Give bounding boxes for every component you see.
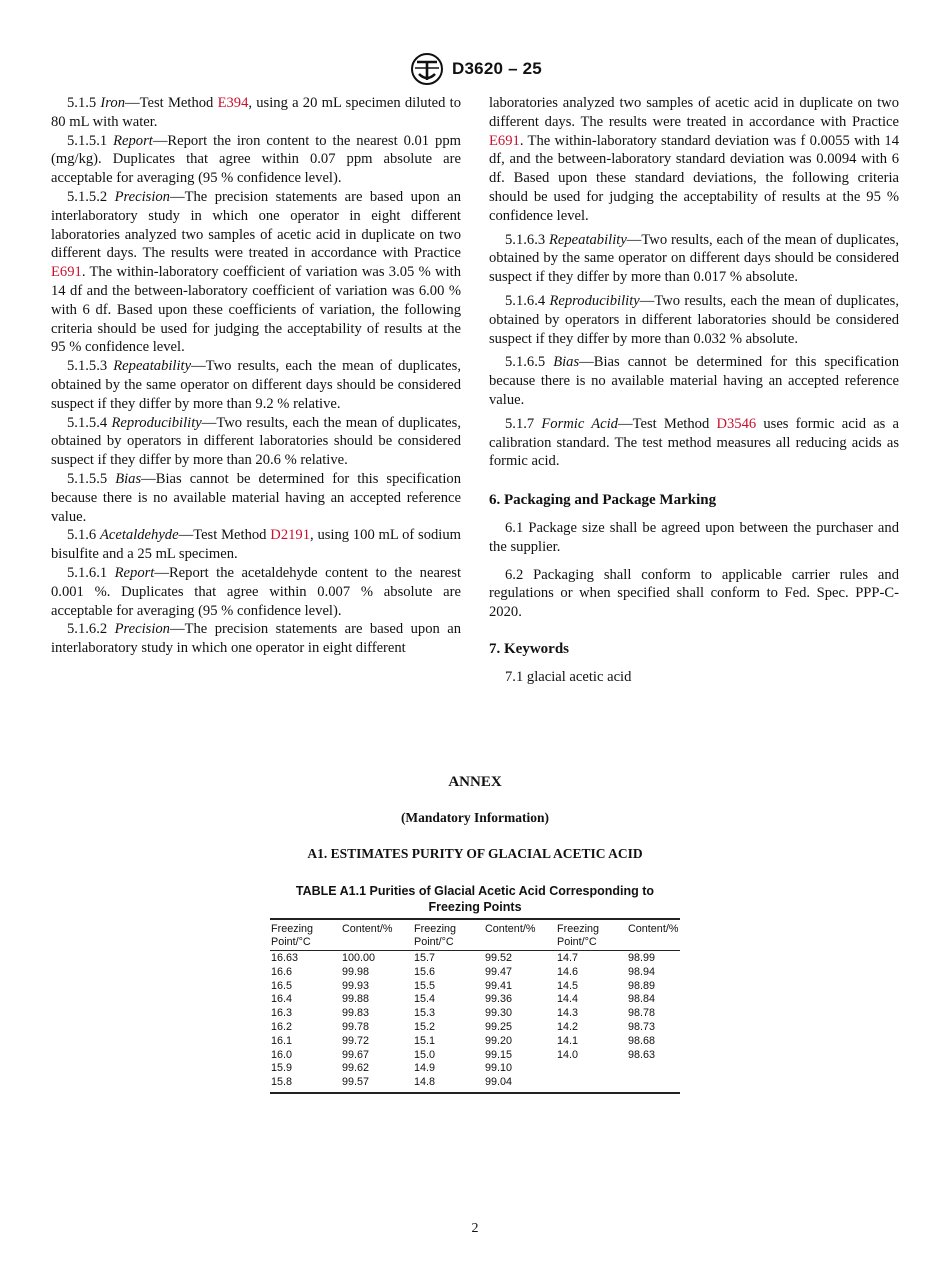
section-5-1-6 [51,526,461,564]
annex-heading: A1. ESTIMATES PURITY OF GLACIAL ACETIC ACID [307,846,643,861]
table-caption-line: Freezing Points [428,899,522,914]
section-text: —Two results, each the mean of duplicates, obtained by operators in different laboratories should be considered suspect if they differ by more than 20.6 % relative. [51,414,461,469]
table-cell: 99.57 [342,1076,370,1089]
section-number: 5.1.5 [67,95,97,111]
section-number: 5.1.6.3 [505,231,546,248]
right-column [489,94,899,687]
section-number: 5.1.5.3 [67,358,108,375]
section-number: 5.1.6.1 [67,564,108,581]
table-cell: 100.00 [342,952,376,964]
section-text: . The within-laboratory standard deviation was f 0.0055 with 14 df, and the between-laboratory standard deviation was 0.0094 with 6 df. Based upon these standard deviations, the following criteria should be used for judging the acceptability of results at the 95 % confidence level. [489,132,899,224]
table-cell: 99.20 [485,1034,513,1047]
section-title: Report [114,564,155,581]
page-header [0,52,950,86]
section-title: Repeatability [548,231,627,248]
annex-subtitle: (Mandatory Information) [400,810,550,825]
section-number: 5.1.6.2 [67,621,108,638]
table-cell: 98.73 [628,1020,656,1033]
table-cell: 99.93 [342,979,370,992]
table-cell: 98.63 [628,1048,656,1061]
table-cell: 15.5 [414,979,436,992]
section-text: —Test Method [617,415,717,432]
table-cell: 14.6 [557,965,579,978]
section-5-1-5-4 [51,414,461,470]
table-cell: 16.2 [271,1020,293,1033]
table-cell: 98.84 [628,993,656,1006]
table-cell: 98.89 [628,979,656,992]
table-cell: 16.6 [271,965,293,978]
section-number: 5.1.5.2 [67,188,108,205]
table-cell: 99.88 [342,993,370,1006]
section-title: Acetaldehyde [99,527,179,544]
table-header-row [270,919,680,951]
table-cell: 15.9 [271,1062,293,1075]
table-cell [627,1062,680,1076]
section-number: 5.1.5.5 [67,470,108,487]
table-cell: 99.04 [485,1076,513,1089]
section-5-1-5-3 [51,357,461,413]
table-cell: 16.5 [271,979,293,992]
section-text: —Test Method [178,527,271,544]
column-header: Content/% [627,919,680,951]
table-cell: 99.52 [485,952,513,964]
table-cell: 16.3 [271,1007,293,1020]
table-cell: 99.98 [342,965,370,978]
table-cell: 14.2 [557,1020,579,1033]
table-cell: 14.4 [557,993,579,1006]
table-cell: 15.1 [414,1034,436,1047]
table-cell [556,1076,627,1093]
section-5-1-5-2 [51,188,461,357]
table-row [270,993,680,1007]
table-cell: 14.5 [557,979,579,992]
table-cell: 14.0 [557,1048,579,1061]
table-row [270,1007,680,1021]
table-cell: 15.7 [414,952,436,964]
table-cell: 15.4 [414,993,436,1006]
section-text: —Two results, each the mean of duplicates, obtained by the same operator on different days should be considered suspect if they differ by more than 9.2 % relative. [51,358,461,412]
purity-table [270,918,680,1094]
section-number: 5.1.6.4 [505,292,546,309]
section-5-1-6-1 [51,564,461,620]
section-5-1-6-2 [51,620,461,658]
section-title: Reproducibility [111,414,202,431]
link-d2191[interactable]: D2191 [270,527,311,544]
table-cell: 99.47 [485,965,513,978]
section-7-heading: 7. Keywords [489,640,569,657]
section-5-1-6-2-continued [489,94,899,226]
table-cell: 99.41 [485,979,513,992]
column-header: Content/% [341,919,413,951]
page-number: 2 [471,1221,479,1236]
section-text: —Two results, each the mean of duplicates, obtained by operators in different laboratories should be considered suspect if they differ by more than 0.032 % absolute. [489,292,899,347]
section-text: . The within-laboratory coefficient of variation was 3.05 % with 14 df and the between-laboratory coefficient of variation was 6.00 % with 6 df. Based upon these coefficients of variation, the following criteria should be used for judging the acceptability of results at the 95 % confidence level. [51,264,461,356]
section-text: —Two results, each of the mean of duplicates, obtained by the same operator on different days should be considered suspect if they differ by more than 0.017 % absolute. [489,231,899,286]
table-cell: 98.99 [628,952,656,964]
table-cell: 15.3 [414,1007,436,1020]
section-title: Repeatability [113,358,192,375]
left-column [51,94,461,658]
section-number: 5.1.5.1 [67,132,108,149]
section-6-1: 6.1 Package size shall be agreed upon between the purchaser and the supplier. [489,519,899,555]
section-title: Formic Acid [541,415,618,432]
section-5-1-5-5 [51,470,461,526]
section-5-1-6-3 [489,231,899,287]
column-header: Freezing Point/°C [413,919,484,951]
table-row [270,1062,680,1076]
link-d3546[interactable]: D3546 [716,415,757,432]
section-text: , using 100 mL of sodium bisulfite and a 25 mL specimen. [51,527,461,563]
section-text: —Report the acetaldehyde content to the nearest 0.001 %. Duplicates that agree within 0.007 % absolute are acceptable for averaging (95 % confidence level). [51,564,461,619]
table-cell: 98.78 [628,1007,656,1020]
section-6-heading: 6. Packaging and Package Marking [489,492,717,509]
section-number: 5.1.7 [505,415,535,432]
table-cell: 99.62 [342,1062,370,1075]
table-row [270,1021,680,1035]
table-row [270,966,680,980]
column-header: Freezing Point/°C [270,919,341,951]
table-row [270,1049,680,1063]
section-text: —Report the iron content to the nearest 0.01 ppm (mg/kg). Duplicates that agree within 0.07 ppm absolute are acceptable for averaging (95 % confidence level). [51,132,461,187]
table-cell: 99.36 [485,993,513,1006]
table-cell: 16.0 [271,1048,293,1061]
section-title: Report [113,132,153,149]
section-number: 5.1.6.5 [505,354,546,371]
section-title: Precision [114,188,170,205]
section-5-1-7 [489,415,899,471]
table-row [270,951,680,966]
table-cell: 99.72 [342,1034,370,1047]
link-e691[interactable]: E691 [489,132,520,149]
table-row [270,1076,680,1093]
link-e691[interactable]: E691 [51,264,82,281]
section-number: 5.1.6 [67,527,97,544]
section-5-1-5 [51,94,461,132]
table-cell: 16.4 [271,993,293,1006]
section-title: Precision [114,621,170,638]
section-text: —Test Method [125,95,218,111]
document-designation: D3620 – 25 [452,59,542,78]
table-cell: 99.15 [485,1048,513,1061]
column-header: Content/% [484,919,556,951]
table-cell: 15.0 [414,1048,436,1061]
section-text: —The precision statements are based upon an interlaboratory study in which one operator in eight different laboratories analyzed two samples of acetic acid in duplicate on two different days. The results were treated in accordance with Practice [51,188,461,262]
table-cell: 99.67 [342,1048,370,1061]
table-cell: 99.83 [342,1007,370,1020]
link-e394[interactable]: E394 [217,95,249,111]
section-title: Bias [553,354,580,371]
table-cell: 14.1 [557,1034,579,1047]
section-5-1-6-4 [489,292,899,348]
table-cell: 16.1 [271,1034,293,1047]
section-title: Bias [115,470,142,487]
section-title: Reproducibility [549,292,640,309]
table-cell: 99.30 [485,1007,513,1020]
table-cell: 14.8 [414,1076,436,1089]
table-cell: 14.3 [557,1007,579,1020]
section-text: —The precision statements are based upon an interlaboratory study in which one operator in eight different [51,621,461,657]
table-cell: 15.6 [414,965,436,978]
astm-logo-icon [408,52,446,86]
table-caption-line: TABLE A1.1 Purities of Glacial Acetic Acid Corresponding to [295,884,655,898]
section-text: laboratories analyzed two samples of acetic acid in duplicate on two different days. The results were treated in accordance with Practice [489,95,899,130]
table-cell: 15.2 [414,1020,436,1033]
table-cell: 99.25 [485,1020,513,1033]
table-cell: 16.63 [271,952,299,964]
table-cell: 14.9 [414,1062,436,1075]
section-text: , using a 20 mL specimen diluted to 80 mL with water. [51,95,461,130]
section-title: Iron [100,95,126,111]
table-cell: 15.8 [271,1076,293,1089]
section-number: 5.1.5.4 [67,414,108,431]
table-cell: 99.78 [342,1020,370,1033]
section-7-1: 7.1 glacial acetic acid [505,668,632,685]
table-cell: 98.68 [628,1034,656,1047]
table-cell [556,1062,627,1076]
table-cell [627,1076,680,1093]
section-5-1-5-1 [51,132,461,188]
column-header: Freezing Point/°C [556,919,627,951]
table-cell: 14.7 [557,952,579,964]
table-caption [270,884,680,915]
section-text: —Bias cannot be determined for this specification because there is no available material having an accepted reference value. [489,354,899,408]
section-text: —Bias cannot be determined for this specification because there is no available material having an accepted reference value. [51,470,461,525]
table-cell: 98.94 [628,965,656,978]
annex-title: ANNEX [448,774,502,790]
section-6-2: 6.2 Packaging shall conform to applicable carrier rules and regulations or when specified shall conform to Fed. Spec. PPP-C-2020. [489,566,899,621]
section-text: uses formic acid as a calibration standard. The test method measures all reducing acids as formic acid. [489,415,900,470]
table-row [270,980,680,994]
table-row [270,1035,680,1049]
section-5-1-6-5 [489,353,899,409]
table-cell: 99.10 [485,1062,513,1075]
